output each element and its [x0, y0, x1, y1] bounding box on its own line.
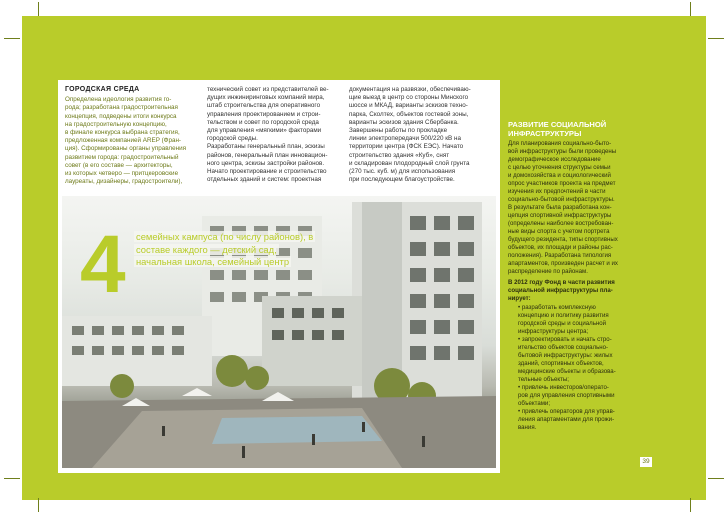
sidebar-plans-heading: В 2012 году Фонд в части развития социальной инфраструктуры пла- нирует:	[508, 279, 615, 302]
text-column-2	[207, 86, 345, 184]
crop-mark	[38, 498, 39, 512]
list-item: • привлечь инвесторов/операто- ров для управления спортивными объектами;	[518, 384, 615, 407]
text-column-1	[65, 86, 205, 186]
campus-rendering-photo	[62, 196, 496, 468]
paragraph: технический совет из представителей ве- дущих инжиниринговых компаний мира, штаб строительства для оперативного управления проектированием и строи- тельством и совет по городской среда для управления «мягкими» факторами городской среды. Разработаны генеральный план, эскизы районов, генеральный план инновацион- ного центра, эскизы застройки районов. Начато проектирование и строительство отдельных зданий и систем: проектная	[207, 86, 329, 184]
callout-text	[134, 231, 324, 269]
crop-mark	[4, 38, 20, 39]
text-column-3	[349, 86, 494, 184]
callout-caption: семейных кампуса (по числу районов), в составе каждого — детский сад, начальная школа, семейный центр	[136, 231, 314, 268]
paragraph: документация на развязки, обеспечиваю- щие выезд в центр со стороны Минского шоссе и МКАД, варианты эскизов техно- парка, Сколтех, объектов гостевой зоны, варианты эскизов здания Сбербанка. Завершены работы по прокладке линии электропередачи 500/220 кВ на территории центра (ФСК ЕЭС). Начато строительство здания «Куб», снят и складирован плодородный слой грунта (270 тыс. куб. м) для использования при последующем благоустройстве.	[349, 86, 471, 184]
article-panel	[58, 80, 500, 473]
crop-mark	[690, 498, 691, 512]
crop-mark	[38, 2, 39, 16]
crop-mark	[708, 478, 724, 479]
sidebar-title: РАЗВИТИЕ СОЦИАЛЬНОЙ ИНФРАСТРУКТУРЫ	[508, 120, 607, 138]
paragraph: Определена идеология развития го- рода; разработана градостроительная концепция, подведены итоги конкурса на градостроительную концепцию, в финале конкурса выбрана стратегия, предложенная компанией AREP (Фран- ция). Сформированы органы управления развитием города: градостроительный совет (в его составе — архитекторы, из которых четверо — притцкеровские лауреаты, дизайнеры, градостроители),	[65, 96, 187, 186]
list-item: • привлечь операторов для управ- ления апартаментами для прожи- вания.	[518, 408, 615, 431]
callout-number: 4	[80, 219, 126, 310]
list-item: • разработать комплексную концепцию и политику развития городской среды и социальной инфраструктуры центра;	[518, 304, 609, 335]
crop-mark	[4, 478, 20, 479]
page-number: 39	[640, 457, 652, 467]
plans-list	[508, 304, 656, 432]
list-item: • запроектировать и начать стро- ительство объектов социально- бытовой инфраструктуры: жилых зданий, спортивных объектов, медицинские объекты и образова- тельные объекты;	[518, 336, 616, 383]
section-heading: ГОРОДСКАЯ СРЕДА	[65, 86, 140, 93]
crop-mark	[708, 38, 724, 39]
sidebar-social-infrastructure	[508, 120, 656, 432]
sidebar-intro: Для планирования социально-быто- вой инфраструктуры были проведены демографическое исследование с целью уточнения структуры семьи и домохозяйства и социологический опрос участников проекта на предмет изучения их предпочтений в части социально-бытовой инфраструктуры. В результате была разработана кон- цепция спортивной инфраструктуры (определены наиболее востребован- ные виды спорта с учетом портрета будущего резидента, типы спортивных объектов, их площади и районы рас- положения). Разработана типология апартаментов, произведен расчет и их распределение по районам.	[508, 140, 618, 275]
crop-mark	[690, 2, 691, 16]
